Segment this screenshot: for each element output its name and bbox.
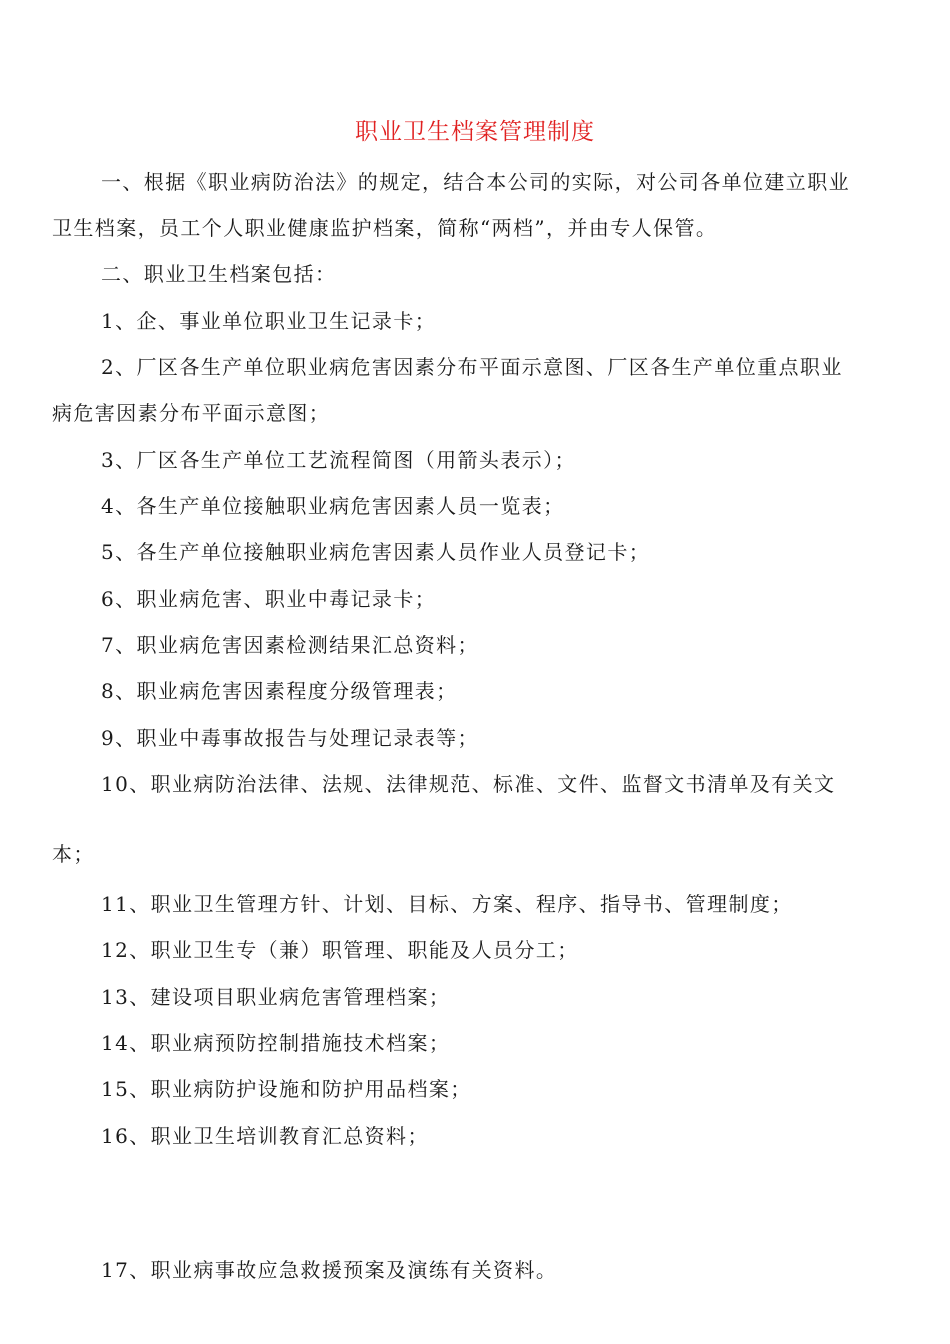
list-item-14: 14、职业病预防控制措施技术档案；: [101, 1031, 451, 1055]
list-item-4: 4、各生产单位接触职业病危害因素人员一览表；: [101, 494, 565, 518]
paragraph-line-1: 一、根据《职业病防治法》的规定，结合本公司的实际，对公司各单位建立职业: [101, 170, 850, 194]
list-item-10: 10、职业病防治法律、法规、法律规范、标准、文件、监督文书清单及有关文: [101, 772, 836, 796]
list-item-12: 12、职业卫生专（兼）职管理、职能及人员分工；: [101, 938, 579, 962]
list-item-6: 6、职业病危害、职业中毒记录卡；: [101, 587, 437, 611]
list-item-11: 11、职业卫生管理方针、计划、目标、方案、程序、指导书、管理制度；: [101, 892, 793, 916]
list-item-2: 2、厂区各生产单位职业病危害因素分布平面示意图、厂区各生产单位重点职业: [101, 355, 843, 379]
list-item-10-cont: 本；: [52, 842, 95, 866]
document-title: 职业卫生档案管理制度: [355, 119, 595, 145]
list-item-8: 8、职业病危害因素程度分级管理表；: [101, 679, 458, 703]
list-item-17: 17、职业病事故应急救援预案及演练有关资料。: [101, 1258, 558, 1282]
list-item-2-cont: 病危害因素分布平面示意图；: [52, 401, 331, 425]
list-item-1: 1、企、事业单位职业卫生记录卡；: [101, 309, 437, 333]
list-item-13: 13、建设项目职业病危害管理档案；: [101, 985, 451, 1009]
paragraph-line-2: 卫生档案，员工个人职业健康监护档案，简称“两档”，并由专人保管。: [52, 216, 718, 240]
list-item-15: 15、职业病防护设施和防护用品档案；: [101, 1077, 472, 1101]
list-item-16: 16、职业卫生培训教育汇总资料；: [101, 1124, 429, 1148]
list-item-5: 5、各生产单位接触职业病危害因素人员作业人员登记卡；: [101, 540, 651, 564]
paragraph-line-3: 二、职业卫生档案包括：: [101, 262, 337, 286]
list-item-3: 3、厂区各生产单位工艺流程简图（用箭头表示）；: [101, 448, 576, 472]
list-item-9: 9、职业中毒事故报告与处理记录表等；: [101, 726, 479, 750]
list-item-7: 7、职业病危害因素检测结果汇总资料；: [101, 633, 479, 657]
